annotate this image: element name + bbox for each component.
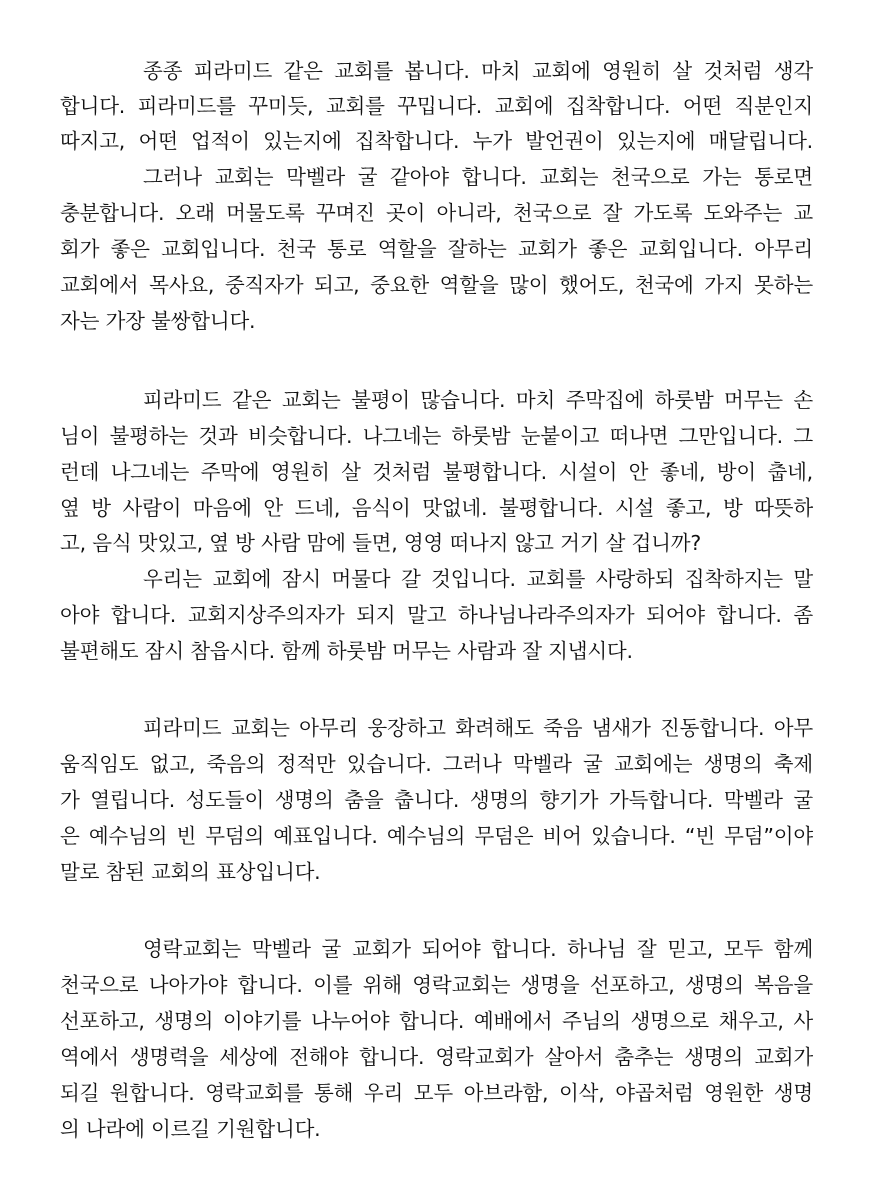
text-line: 우리는 교회에 잠시 머물다 갈 것입니다. 교회를 사랑하되 집착하지는 말: [143, 567, 813, 591]
text-line: 합니다. 피라미드를 꾸미듯, 교회를 꾸밉니다. 교회에 집착합니다. 어떤 직분인지: [60, 94, 813, 118]
text-line: 따지고, 어떤 업적이 있는지에 집착합니다. 누가 발언권이 있는지에 매달립니다.: [60, 129, 813, 153]
text-line: 충분합니다. 오래 머물도록 꾸며진 곳이 아니라, 천국으로 잘 가도록 도와주는 교: [60, 201, 813, 225]
text-line: 자는 가장 불쌍합니다.: [60, 309, 256, 333]
text-line: 피라미드 교회는 아무리 웅장하고 화려해도 죽음 냄새가 진동합니다. 아무: [143, 716, 813, 740]
text-line: 불편해도 잠시 참읍시다. 함께 하룻밤 머무는 사람과 잘 지냅시다.: [60, 639, 633, 663]
text-line: 교회에서 목사요, 중직자가 되고, 중요한 역할을 많이 했어도, 천국에 가지 못하는: [60, 273, 813, 297]
text-line: 그러나 교회는 막벨라 굴 같아야 합니다. 교회는 천국으로 가는 통로면: [143, 165, 813, 189]
text-line: 선포하고, 생명의 이야기를 나누어야 합니다. 예배에서 주님의 생명으로 채우고, 사: [60, 1009, 813, 1033]
text-line: 역에서 생명력을 세상에 전해야 합니다. 영락교회가 살아서 춤추는 생명의 교회가: [60, 1045, 813, 1069]
text-line: 고, 음식 맛있고, 옆 방 사람 맘에 들면, 영영 떠나지 않고 거기 살 겁니까?: [60, 531, 702, 555]
text-line: 은 예수님의 빈 무덤의 예표입니다. 예수님의 무덤은 비어 있습니다. “빈 무덤”이야: [60, 824, 813, 848]
text-line: 움직임도 없고, 죽음의 정적만 있습니다. 그러나 막벨라 굴 교회에는 생명의 축제: [60, 752, 813, 776]
text-line: 말로 참된 교회의 표상입니다.: [60, 860, 321, 884]
text-line: 피라미드 같은 교회는 불평이 많습니다. 마치 주막집에 하룻밤 머무는 손: [143, 388, 813, 412]
text-line: 종종 피라미드 같은 교회를 봅니다. 마치 교회에 영원히 살 것처럼 생각: [143, 59, 813, 83]
text-line: 회가 좋은 교회입니다. 천국 통로 역할을 잘하는 교회가 좋은 교회입니다. 아무리: [60, 237, 813, 261]
text-line: 런데 나그네는 주막에 영원히 살 것처럼 불평합니다. 시설이 안 좋네, 방이 춥네,: [60, 460, 813, 484]
text-line: 되길 원합니다. 영락교회를 통해 우리 모두 아브라함, 이삭, 야곱처럼 영원한 생명: [60, 1081, 813, 1105]
text-line: 영락교회는 막벨라 굴 교회가 되어야 합니다. 하나님 잘 믿고, 모두 함께: [143, 937, 813, 961]
text-line: 천국으로 나아가야 합니다. 이를 위해 영락교회는 생명을 선포하고, 생명의 복음을: [60, 973, 813, 997]
text-line: 아야 합니다. 교회지상주의자가 되지 말고 하나님나라주의자가 되어야 합니다. 좀: [60, 603, 813, 627]
text-line: 가 열립니다. 성도들이 생명의 춤을 춥니다. 생명의 향기가 가득합니다. 막벨라 굴: [60, 788, 813, 812]
text-line: 옆 방 사람이 마음에 안 드네, 음식이 맛없네. 불평합니다. 시설 좋고, 방 따뜻하: [60, 496, 813, 520]
text-line: 의 나라에 이르길 기원합니다.: [60, 1117, 321, 1141]
text-line: 님이 불평하는 것과 비슷합니다. 나그네는 하룻밤 눈붙이고 떠나면 그만입니다. 그: [60, 424, 813, 448]
